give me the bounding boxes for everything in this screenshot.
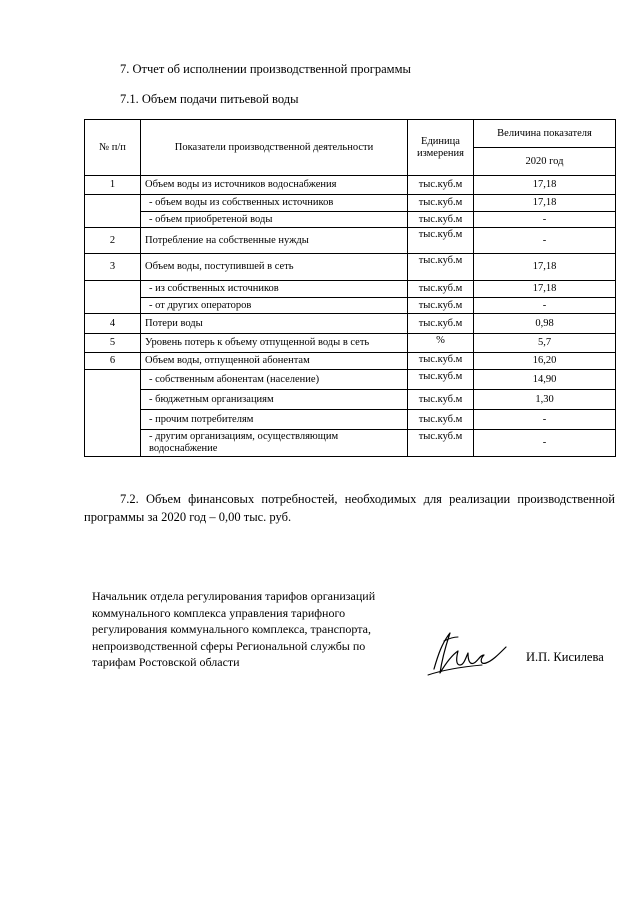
row-value: 14,90 xyxy=(474,370,616,390)
row-unit: тыс.куб.м xyxy=(408,298,474,314)
row-unit: тыс.куб.м xyxy=(408,314,474,334)
water-supply-table xyxy=(84,119,616,457)
row-num: 3 xyxy=(85,254,141,281)
row-unit: тыс.куб.м xyxy=(408,353,474,370)
table-row xyxy=(85,430,616,457)
table-header-row xyxy=(85,120,616,148)
row-unit: тыс.куб.м xyxy=(408,430,474,457)
section-title: 7. Отчет об исполнении производственной программы xyxy=(120,62,411,76)
header-value: Величина показателя xyxy=(474,120,616,148)
finance-paragraph: 7.2. Объем финансовых потребностей, необходимых для реализации производственной программы за 2020 год – 0,00 тыс. руб. xyxy=(84,492,615,524)
table-row xyxy=(85,314,616,334)
row-value: 5,7 xyxy=(474,334,616,353)
table-row xyxy=(85,370,616,390)
signatory-name: И.П. Кисилева xyxy=(526,650,604,664)
row-name: - объем приобретеной воды xyxy=(141,212,408,228)
row-name: Потери воды xyxy=(141,314,408,334)
row-value: 17,18 xyxy=(474,176,616,195)
row-name: - бюджетным организациям xyxy=(141,390,408,410)
subsection-title: 7.1. Объем подачи питьевой воды xyxy=(120,92,299,106)
table-row xyxy=(85,195,616,212)
row-value: - xyxy=(474,410,616,430)
row-name: - прочим потребителям xyxy=(141,410,408,430)
table-row xyxy=(85,176,616,195)
row-unit: % xyxy=(408,334,474,353)
row-name: Потребление на собственные нужды xyxy=(141,228,408,254)
row-name: - объем воды из собственных источников xyxy=(141,195,408,212)
row-name: - собственным абонентам (население) xyxy=(141,370,408,390)
row-num: 5 xyxy=(85,334,141,353)
row-unit: тыс.куб.м xyxy=(408,390,474,410)
row-value: - xyxy=(474,298,616,314)
table-row xyxy=(85,334,616,353)
table-row xyxy=(85,281,616,298)
row-num xyxy=(85,370,141,457)
header-indicator: Показатели производственной деятельности xyxy=(141,120,408,176)
row-value: 1,30 xyxy=(474,390,616,410)
table-row xyxy=(85,390,616,410)
row-value: 17,18 xyxy=(474,281,616,298)
table-row xyxy=(85,410,616,430)
header-year: 2020 год xyxy=(474,148,616,176)
row-unit: тыс.куб.м xyxy=(408,254,474,281)
row-unit: тыс.куб.м xyxy=(408,176,474,195)
row-num: 4 xyxy=(85,314,141,334)
row-value: - xyxy=(474,212,616,228)
row-value: - xyxy=(474,430,616,457)
signatory-title: Начальник отдела регулирования тарифов организаций коммунального комплекса управления тарифного регулирования коммунального комплекса, транспорта, непроизводственной сферы Региональной службы по тарифам Ростовской области xyxy=(92,589,376,669)
row-unit: тыс.куб.м xyxy=(408,410,474,430)
row-name: - другим организациям, осуществляющим водоснабжение xyxy=(141,430,408,457)
row-name: Объем воды из источников водоснабжения xyxy=(141,176,408,195)
header-unit: Единица измерения xyxy=(408,120,474,176)
row-name: - из собственных источников xyxy=(141,281,408,298)
header-num: № п/п xyxy=(85,120,141,176)
row-name: Объем воды, отпущенной абонентам xyxy=(141,353,408,370)
row-num: 6 xyxy=(85,353,141,370)
table-row xyxy=(85,353,616,370)
row-value: 17,18 xyxy=(474,254,616,281)
handwritten-signature xyxy=(420,625,512,681)
row-num: 2 xyxy=(85,228,141,254)
table-row xyxy=(85,298,616,314)
table-body xyxy=(85,120,616,457)
row-unit: тыс.куб.м xyxy=(408,370,474,390)
row-unit: тыс.куб.м xyxy=(408,228,474,254)
row-value: 16,20 xyxy=(474,353,616,370)
row-name: Объем воды, поступившей в сеть xyxy=(141,254,408,281)
row-unit: тыс.куб.м xyxy=(408,212,474,228)
row-unit: тыс.куб.м xyxy=(408,195,474,212)
row-num xyxy=(85,195,141,228)
row-num xyxy=(85,281,141,314)
row-value: 17,18 xyxy=(474,195,616,212)
table-row xyxy=(85,254,616,281)
table-row xyxy=(85,228,616,254)
row-unit: тыс.куб.м xyxy=(408,281,474,298)
row-num: 1 xyxy=(85,176,141,195)
row-value: 0,98 xyxy=(474,314,616,334)
table-row xyxy=(85,212,616,228)
row-name: Уровень потерь к объему отпущенной воды в сеть xyxy=(141,334,408,353)
row-value: - xyxy=(474,228,616,254)
row-name: - от других операторов xyxy=(141,298,408,314)
